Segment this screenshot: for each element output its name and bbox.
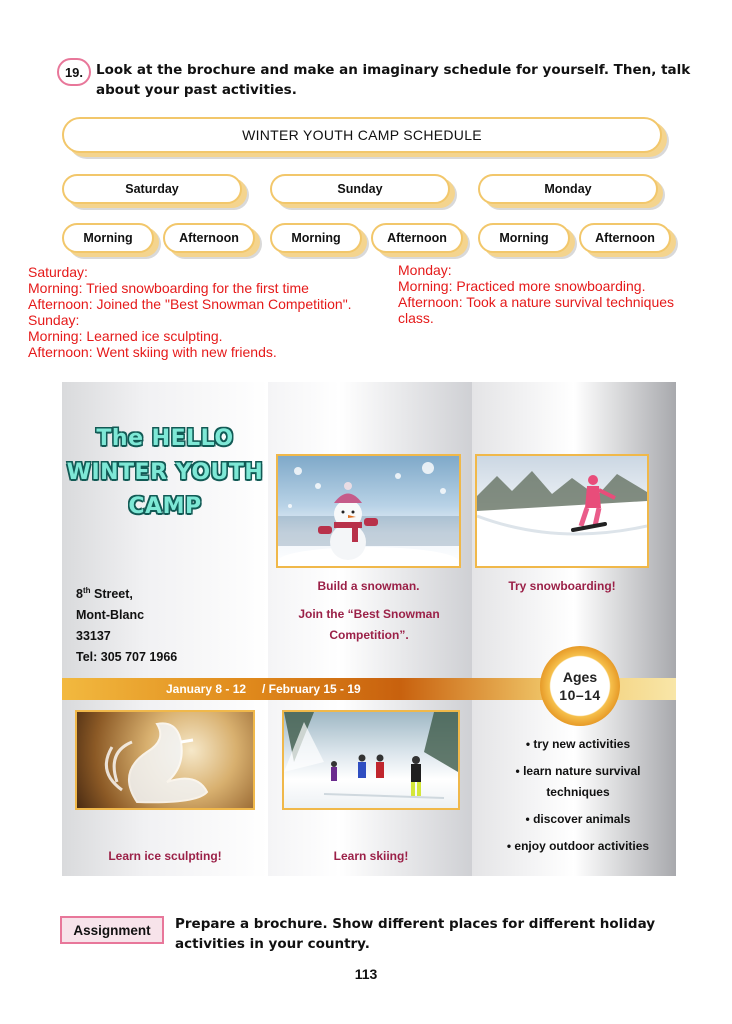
day-monday: Monday [478, 174, 658, 204]
features-list [488, 734, 668, 863]
brand-line: CAMP [128, 494, 202, 519]
ice-swan-illustration [77, 712, 253, 808]
schedule-title: WINTER YOUTH CAMP SCHEDULE [62, 117, 662, 153]
sunday-morning: Morning [270, 223, 362, 253]
ages-badge [540, 646, 620, 726]
feature-item: • enjoy outdoor activities [506, 839, 650, 853]
skiers-illustration [284, 712, 458, 808]
skiing-photo [282, 710, 460, 810]
ages-range: 10–14 [559, 687, 601, 703]
answer-monday: Monday: Morning: Practiced more snowboarding. Afternoon: Took a nature survival techniques class. [398, 262, 675, 326]
caption-snowman: Build a snowman. [317, 579, 420, 593]
saturday-afternoon: Afternoon [163, 223, 255, 253]
caption-skiing: Learn skiing! [333, 849, 409, 863]
caption-ice-sculpting: Learn ice sculpting! [108, 849, 222, 863]
monday-morning: Morning [478, 223, 570, 253]
caption-snowboarding: Try snowboarding! [508, 579, 616, 593]
ages-label: Ages [562, 669, 598, 685]
brand-line: The HELLO [96, 426, 234, 451]
camp-brand-title [62, 422, 268, 524]
address-tel: Tel: 305 707 1966 [76, 650, 178, 665]
dates-february: / February 15 - 19 [262, 682, 361, 696]
snowman-illustration [278, 456, 459, 566]
exercise-number: 19. [57, 58, 91, 86]
sunday-afternoon: Afternoon [371, 223, 463, 253]
feature-item: • discover animals [525, 812, 631, 826]
feature-item: • learn nature survival techniques [515, 764, 641, 799]
saturday-morning: Morning [62, 223, 154, 253]
day-saturday: Saturday [62, 174, 242, 204]
snowboarding-photo [475, 454, 649, 568]
snowboarder-illustration [477, 456, 647, 566]
snowman-photo [276, 454, 461, 568]
brochure [62, 382, 676, 876]
assignment-tag: Assignment [60, 916, 164, 944]
address-street: 8th Street, [76, 586, 133, 602]
feature-item: • try new activities [525, 737, 631, 751]
camp-address [76, 580, 177, 668]
dates-january: January 8 - 12 [166, 682, 247, 696]
day-sunday: Sunday [270, 174, 450, 204]
exercise-instruction: Look at the brochure and make an imaginary schedule for yourself. Then, talk about your past activities. [96, 62, 691, 98]
assignment-text: Prepare a brochure. Show different places for different holiday activities in your country. [175, 916, 656, 952]
answer-saturday-sunday: Saturday: Morning: Tried snowboarding for the first time Afternoon: Joined the "Best Snowman Competition". Sunday: Morning: Learned ice sculpting. Afternoon: Went skiing with new friends. [28, 264, 352, 360]
caption-competition: Join the “Best Snowman Competition”. [298, 607, 440, 642]
monday-afternoon: Afternoon [579, 223, 671, 253]
address-city: Mont-Blanc [76, 608, 145, 623]
address-zip: 33137 [76, 629, 111, 644]
ice-sculpture-photo [75, 710, 255, 810]
brand-line: WINTER YOUTH [66, 460, 264, 485]
page-number: 113 [354, 966, 378, 982]
